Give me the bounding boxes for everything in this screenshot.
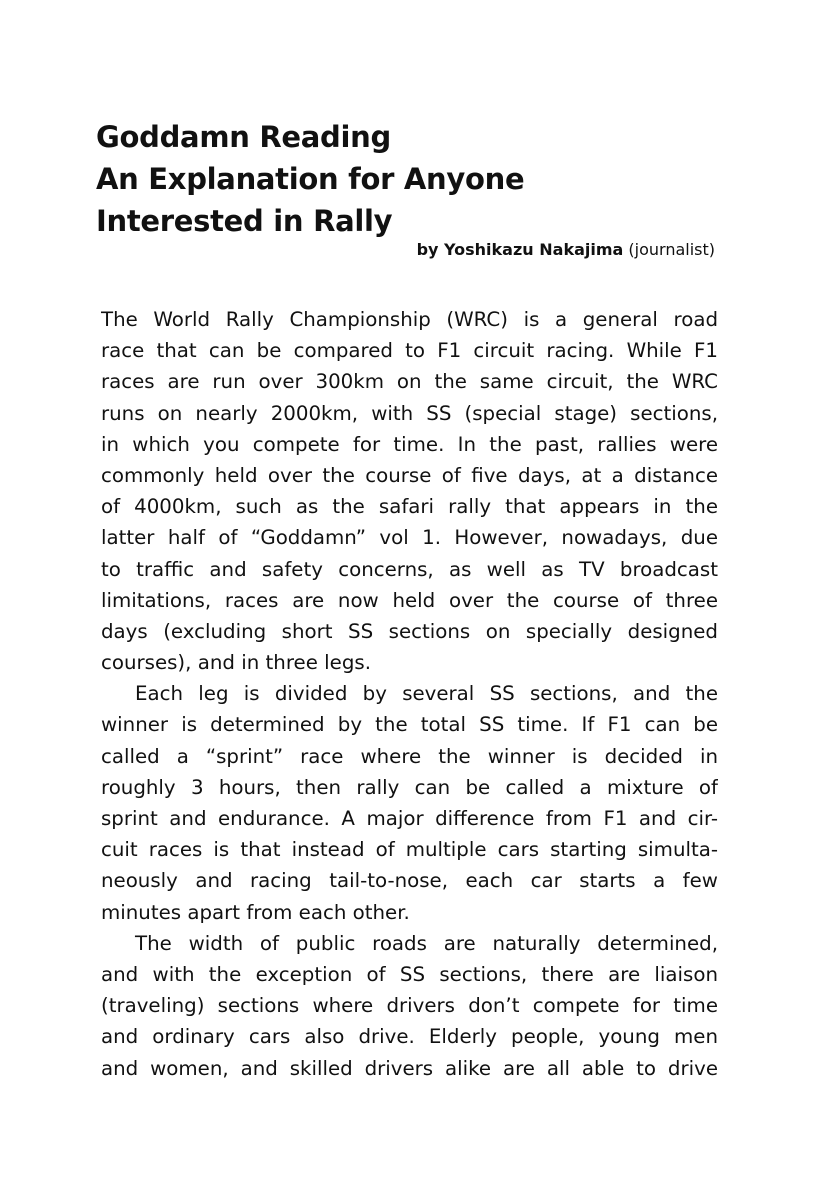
author-role: (journalist) xyxy=(623,240,715,259)
byline xyxy=(417,238,715,262)
body-line: races are run over 300km on the same circuit, the WRC xyxy=(101,370,718,394)
body-line: winner is determined by the total SS time. If F1 can be xyxy=(101,713,718,737)
body-line: to traffic and safety concerns, as well as TV broadcast xyxy=(101,557,718,581)
body-line: days (excluding short SS sections on specially designed xyxy=(101,619,718,643)
title-line-1: Goddamn Reading xyxy=(96,120,391,154)
body-line: and with the exception of SS sections, there are liaison xyxy=(101,962,718,986)
byline-prefix: by xyxy=(416,240,445,259)
body-line: runs on nearly 2000km, with SS (special stage) sections, xyxy=(101,401,718,425)
body-line: neously and racing tail-to-nose, each car starts a few xyxy=(101,869,718,893)
title-line-3: Interested in Rally xyxy=(96,204,393,238)
title-line-2: An Explanation for Anyone xyxy=(96,162,525,196)
body-line: sprint and endurance. A major difference from F1 and cir- xyxy=(101,807,718,830)
body-line: and women, and skilled drivers alike are all able to drive xyxy=(101,1056,718,1080)
body-line: latter half of “Goddamn” vol 1. However, nowadays, due xyxy=(101,526,718,550)
body-line: and ordinary cars also drive. Elderly people, young men xyxy=(101,1025,718,1049)
body-line: race that can be compared to F1 circuit racing. While F1 xyxy=(101,339,718,363)
body-line: of 4000km, such as the safari rally that appears in the xyxy=(101,495,718,519)
body-line: commonly held over the course of five days, at a distance xyxy=(101,463,718,487)
body-line: in which you compete for time. In the past, rallies were xyxy=(101,432,718,456)
article-title xyxy=(96,116,616,242)
body-line: minutes apart from each other. xyxy=(101,900,410,924)
body-line: The width of public roads are naturally determined, xyxy=(135,931,718,955)
body-line: cuit races is that instead of multiple cars starting simulta- xyxy=(101,838,718,862)
body-line: courses), and in three legs. xyxy=(101,651,371,675)
body-line: limitations, races are now held over the course of three xyxy=(101,588,718,612)
author-name: Yoshikazu Nakajima xyxy=(444,240,624,259)
body-line: (traveling) sections where drivers don’t compete for time xyxy=(101,994,718,1018)
article-body xyxy=(101,304,718,1084)
body-line: The World Rally Championship (WRC) is a general road xyxy=(101,308,718,331)
body-line: Each leg is divided by several SS sections, and the xyxy=(135,682,718,706)
body-line: called a “sprint” race where the winner is decided in xyxy=(101,744,718,768)
body-line: roughly 3 hours, then rally can be called a mixture of xyxy=(101,775,718,799)
